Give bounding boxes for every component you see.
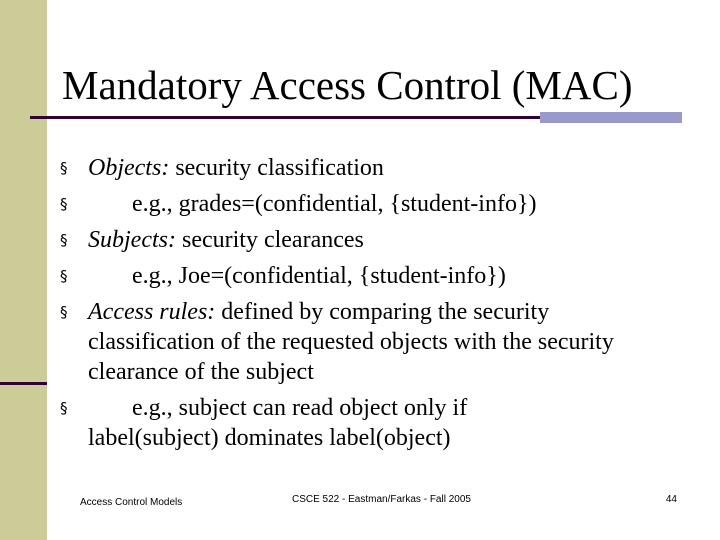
bullet-marker-icon: § <box>60 159 68 177</box>
bullet-objects <box>60 153 700 183</box>
footer-page-number: 44 <box>665 494 677 505</box>
bullet-text-line1: e.g., subject can read object only if <box>132 395 468 421</box>
left-bar-divider <box>0 382 47 385</box>
bullet-term: Subjects: <box>88 227 176 253</box>
bullet-text-line2: label(subject) dominates label(object) <box>88 425 451 451</box>
bullet-text: security classification <box>169 155 384 181</box>
bullet-marker-icon: § <box>60 231 68 249</box>
bullet-access-rules-example <box>60 393 700 453</box>
footer-course-info: CSCE 522 - Eastman/Farkas - Fall 2005 <box>292 494 471 505</box>
bullet-marker-icon: § <box>60 303 68 321</box>
bullet-term: Objects: <box>88 155 170 181</box>
slide-title: Mandatory Access Control (MAC) <box>62 62 633 108</box>
bullet-objects-example <box>60 189 700 219</box>
bullet-list <box>60 153 700 453</box>
left-decorative-bar <box>0 0 47 540</box>
bullet-term: Access rules: <box>88 299 216 325</box>
bullet-subjects <box>60 225 700 255</box>
bullet-marker-icon: § <box>60 399 68 417</box>
bullet-text: security clearances <box>175 227 364 253</box>
bullet-marker-icon: § <box>60 195 68 213</box>
bullet-text: defined by comparing the security classification of the requested objects with the security clearance of the subject <box>88 299 614 385</box>
footer-course-topic: Access Control Models <box>80 497 183 508</box>
bullet-access-rules <box>60 297 648 387</box>
title-underline-accent <box>540 112 682 123</box>
bullet-subjects-example <box>60 261 700 291</box>
bullet-text: e.g., Joe=(confidential, {student-info}) <box>132 263 506 289</box>
bullet-marker-icon: § <box>60 267 68 285</box>
bullet-text: e.g., grades=(confidential, {student-info}) <box>132 191 537 217</box>
